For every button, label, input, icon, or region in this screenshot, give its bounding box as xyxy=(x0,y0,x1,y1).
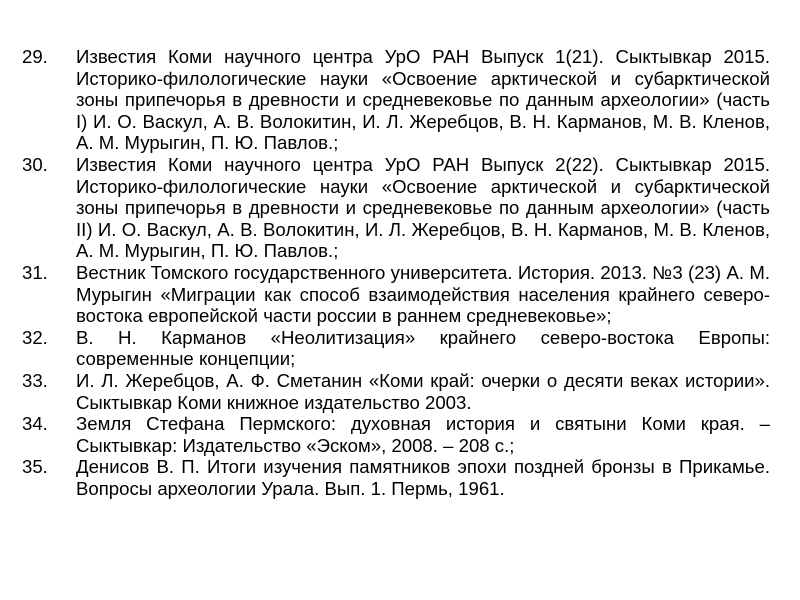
reference-number: 31. xyxy=(22,261,48,283)
reference-text: Известия Коми научного центра УрО РАН Выпуск 2(22). Сыктывкар 2015. Историко-филологические науки «Освоение арктической и субарктической зоны припечорья в древности и средневековье по данным археологии» (часть II) И. О. Васкул, А. В. Волокитин, И. Л. Жеребцов, В. Н. Карманов, М. В. Кленов, А. М. Мурыгин, П. Ю. Павлов.; xyxy=(76,153,770,262)
reference-number: 35. xyxy=(22,456,48,478)
reference-number: 33. xyxy=(22,369,48,391)
reference-item xyxy=(22,456,770,499)
reference-text: В. Н. Карманов «Неолитизация» крайнего северо-востока Европы: современные концепции; xyxy=(76,326,770,370)
reference-number: 29. xyxy=(22,46,48,67)
reference-item xyxy=(22,327,770,370)
reference-item xyxy=(22,154,770,262)
reference-text: Земля Стефана Пермского: духовная история и святыни Коми края. – Сыктывкар: Издательство «Эском», 2008. – 208 с.; xyxy=(76,413,770,456)
reference-item xyxy=(22,370,770,413)
reference-text: И. Л. Жеребцов, А. Ф. Сметанин «Коми край: очерки о десяти веках истории». Сыктывкар Коми книжное издательство 2003. xyxy=(76,369,770,413)
reference-number: 30. xyxy=(22,153,48,175)
reference-item xyxy=(22,46,770,154)
reference-number: 34. xyxy=(22,413,48,435)
reference-text: Денисов В. П. Итоги изучения памятников эпохи поздней бронзы в Прикамье. Вопросы археологии Урала. Вып. 1. Пермь, 1961. xyxy=(76,456,770,499)
reference-item xyxy=(22,413,770,456)
reference-list xyxy=(22,46,770,499)
reference-text: Вестник Томского государственного университета. История. 2013. №3 (23) А. М. Мурыгин «Миграции как способ взаимодействия населения крайнего северо-востока европейской части россии в раннем средневековье»; xyxy=(76,261,770,327)
reference-text: Известия Коми научного центра УрО РАН Выпуск 1(21). Сыктывкар 2015. Историко-филологические науки «Освоение арктической и субарктической зоны припечорья в древности и средневековье по данным археологии» (часть I) И. О. Васкул, А. В. Волокитин, И. Л. Жеребцов, В. Н. Карманов, М. В. Кленов, А. М. Мурыгин, П. Ю. Павлов.; xyxy=(76,46,770,154)
reference-number: 32. xyxy=(22,326,48,348)
reference-item xyxy=(22,262,770,327)
